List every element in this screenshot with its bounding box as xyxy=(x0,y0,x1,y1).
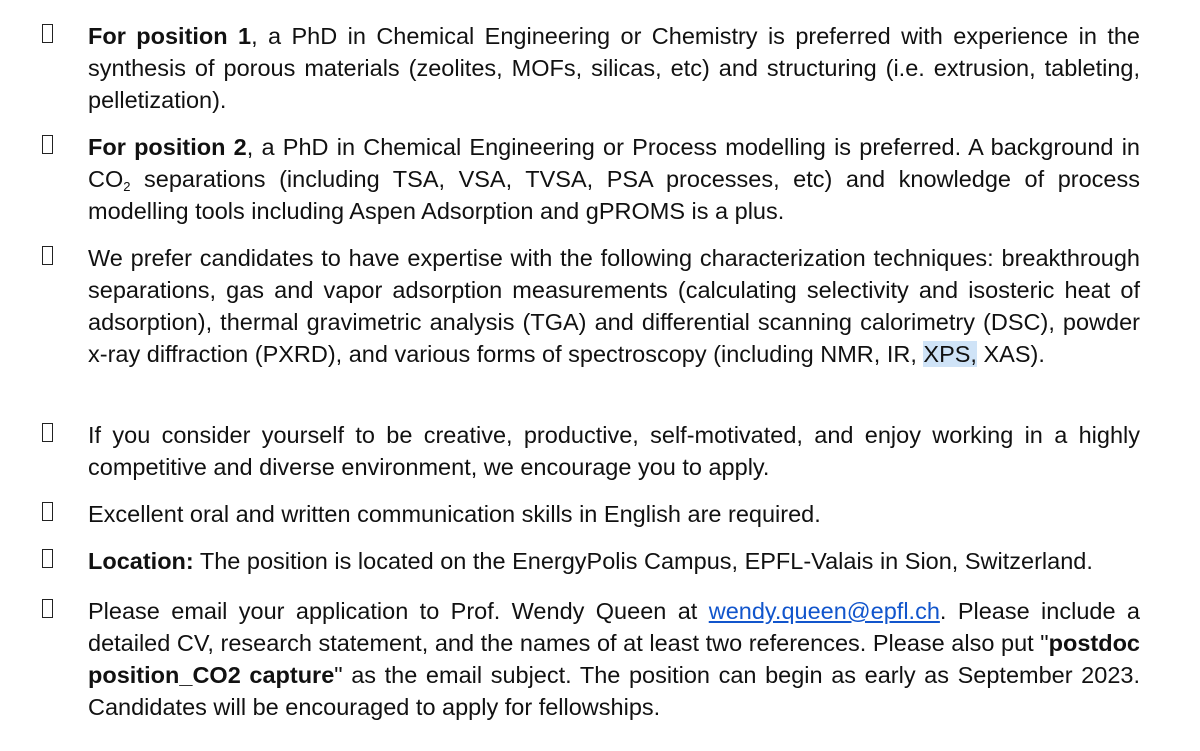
item-body: If you consider yourself to be creative, productive, self-motivated, and enjoy working in a highly competitive and diverse environment, we encourage you to apply. xyxy=(88,422,1140,480)
item-body: We prefer candidates to have expertise with the following characterization techniques: breakthrough separations, gas and vapor adsorption measurements (calculating selectivity and isosteric heat of adsorption), thermal gravimetric analysis (TGA) and differential scanning calorimetry (DSC), powder x-ray diffraction (PXRD), and various forms of spectroscopy (including NMR, IR, xyxy=(88,245,1140,367)
item-body: Please email your application to Prof. Wendy Queen at xyxy=(88,598,709,624)
bullet-box-icon xyxy=(42,549,53,568)
item-body: , a PhD in Chemical Engineering or Chemistry is preferred with experience in the synthesis of porous materials (zeolites, MOFs, silicas, etc) and structuring (i.e. extrusion, tableting, pelletization). xyxy=(88,23,1140,113)
bold-label: For position 1 xyxy=(88,23,252,49)
selected-text-highlight[interactable]: XPS, xyxy=(923,341,977,367)
list-item-text xyxy=(88,545,1140,577)
bullet-box-icon xyxy=(42,24,53,43)
subscript: 2 xyxy=(123,179,131,194)
bullet-box-icon xyxy=(42,423,53,442)
bold-label: For position 2 xyxy=(88,134,247,160)
item-body-cont: XAS). xyxy=(976,341,1045,367)
item-body: Excellent oral and written communication skills in English are required. xyxy=(88,501,821,527)
item-body: , a PhD in Chemical Engineering or Process modelling is preferred. A background in CO xyxy=(88,134,1140,192)
bullet-box-icon xyxy=(42,502,53,521)
bold-label: Location: xyxy=(88,548,194,574)
bullet-box-icon xyxy=(42,246,53,265)
item-body-cont: separations (including TSA, VSA, TVSA, PSA processes, etc) and knowledge of process modelling tools including Aspen Adsorption and gPROMS is a plus. xyxy=(88,166,1140,224)
list-item-text xyxy=(88,419,1140,483)
list-item-text xyxy=(88,595,1140,723)
email-link[interactable]: wendy.queen@epfl.ch xyxy=(708,598,940,624)
item-body-end: " as the email subject. The position can begin as early as September 2023. Candidates will be encouraged to apply for fellowships. xyxy=(88,662,1140,720)
list-item-text xyxy=(88,498,1140,530)
bullet-box-icon xyxy=(42,599,53,618)
email-subject-bold: postdoc position_CO2 capture xyxy=(88,630,1140,688)
item-body: The position is located on the EnergyPolis Campus, EPFL-Valais in Sion, Switzerland. xyxy=(193,548,1093,574)
item-body-cont: . Please include a detailed CV, research statement, and the names of at least two references. Please also put " xyxy=(88,598,1140,656)
list-item-text xyxy=(88,131,1140,227)
list-item-text xyxy=(88,20,1140,116)
list-item-text xyxy=(88,242,1140,370)
bullet-box-icon xyxy=(42,135,53,154)
